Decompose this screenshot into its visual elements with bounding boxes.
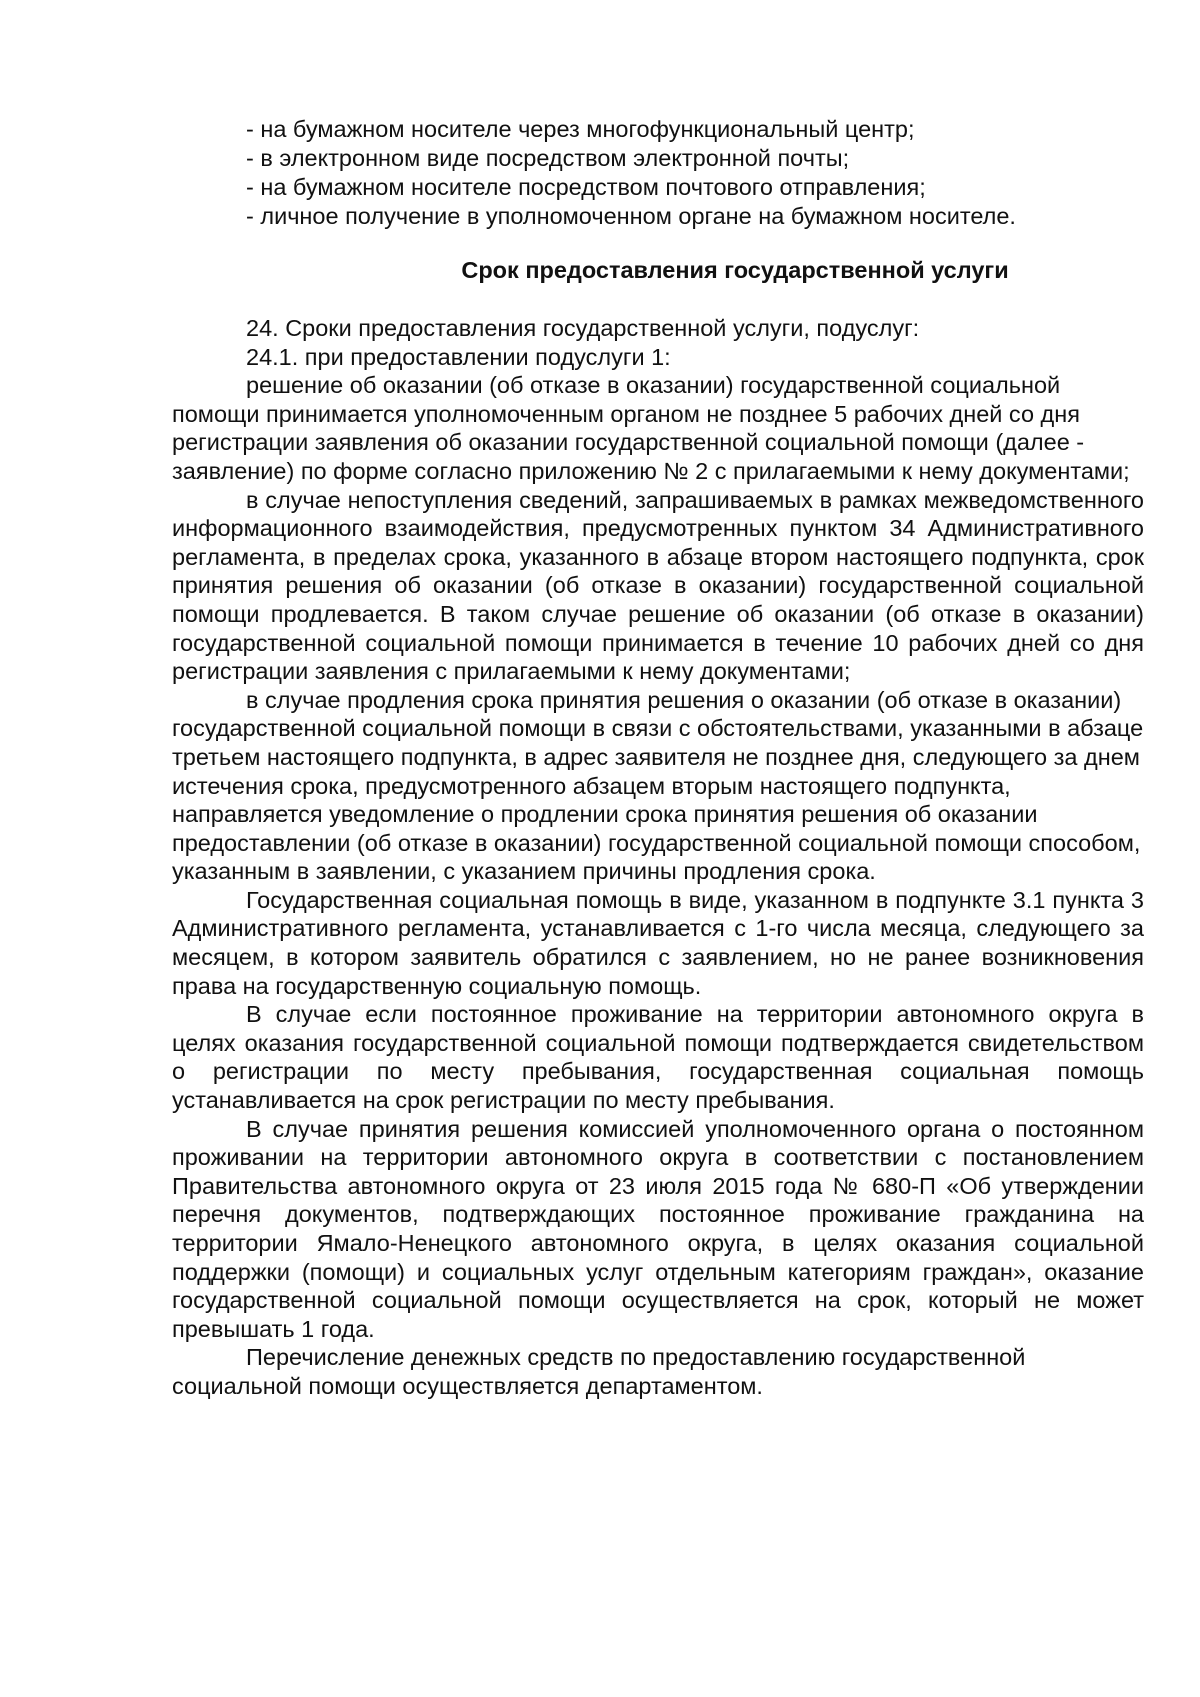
paragraph-assistance-start: Государственная социальная помощь в виде, указанном в подпункте 3.1 пункта 3 Административного регламента, устанавливается с 1-го числа месяца, следующего за месяцем, в котором заявитель обратился с заявлением, но не ранее возникновения права на государственную социальную помощь. [172, 886, 1144, 999]
delivery-methods-list [246, 115, 1146, 231]
paragraph-commission-decision: В случае принятия решения комиссией уполномоченного органа о постоянном проживании на территории автономного округа в соответствии с постановлением Правительства автономного округа от 23 июля 2015 года № 680-П «Об утверждении перечня документов, подтверждающих постоянное проживание гражданина на территории Ямало-Ненецкого автономного округа, в целях оказания социальной поддержки (помощи) и социальных услуг отдельным категориям граждан», оказание государственной социальной помощи осуществляется на срок, который не может превышать 1 года. [172, 1115, 1144, 1342]
list-item: - на бумажном носителе через многофункциональный центр; [246, 116, 915, 142]
document-body [172, 314, 1144, 1401]
list-item: - на бумажном носителе посредством почтового отправления; [246, 174, 926, 200]
paragraph-item-24-1: 24.1. при предоставлении подуслуги 1: [246, 343, 671, 370]
paragraph-payment-transfer: Перечисление денежных средств по предоставлению государственной социальной помощи осуществляется департаментом. [172, 1344, 1026, 1399]
paragraph-temporary-registration: В случае если постоянное проживание на территории автономного округа в целях оказания государственной социальной помощи подтверждается свидетельством о регистрации по месту пребывания, государственная социальная помощь устанавливается на срок регистрации по месту пребывания. [172, 1001, 1144, 1114]
paragraph-extension-case: в случае непоступления сведений, запрашиваемых в рамках межведомственного информационного взаимодействия, предусмотренных пунктом 34 Административного регламента, в пределах срока, указанного в абзаце втором настоящего подпункта, срок принятия решения об оказании (об отказе в оказании) государственной социальной помощи продлевается. В таком случае решение об оказании (об отказе в оказании) государственной социальной помощи принимается в течение 10 рабочих дней со дня регистрации заявления с прилагаемыми к нему документами; [172, 486, 1144, 685]
paragraph-extension-notice: в случае продления срока принятия решения о оказании (об отказе в оказании) государственной социальной помощи в связи с обстоятельствами, указанными в абзаце третьем настоящего подпункта, в адрес заявителя не позднее дня, следующего за днем истечения срока, предусмотренного абзацем вторым настоящего подпункта, направляется уведомление о продлении срока принятия решения об оказании предоставлении (об отказе в оказании) государственной социальной помощи способом, указанным в заявлении, с указанием причины продления срока. [172, 686, 1144, 885]
list-item: - в электронном виде посредством электронной почты; [246, 145, 850, 171]
section-heading: Срок предоставления государственной услуги [461, 257, 1009, 283]
paragraph-decision-term: решение об оказании (об отказе в оказании) государственной социальной помощи принимается уполномоченным органом не позднее 5 рабочих дней со дня регистрации заявления об оказании государственной социальной помощи (далее - заявление) по форме согласно приложению № 2 с прилагаемыми к нему документами; [172, 372, 1130, 484]
list-item: - личное получение в уполномоченном органе на бумажном носителе. [246, 203, 1016, 229]
paragraph-item-24: 24. Сроки предоставления государственной услуги, подуслуг: [246, 315, 920, 341]
